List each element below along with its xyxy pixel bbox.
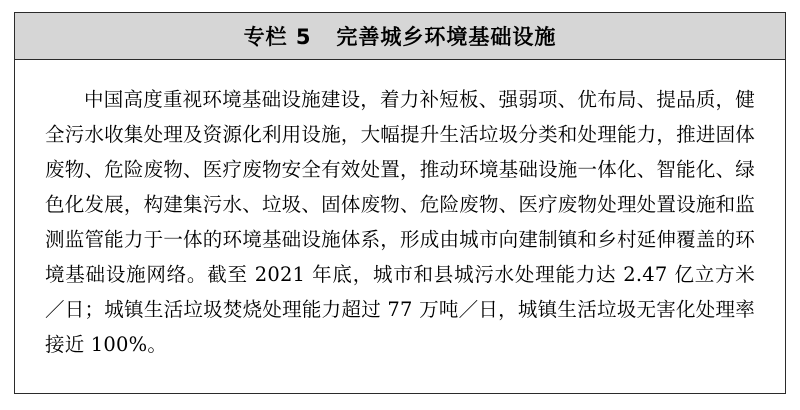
callout-box xyxy=(14,12,786,394)
body-paragraph: 中国高度重视环境基础设施建设，着力补短板、强弱项、优布局、提品质，健全污水收集处理及资源化利用设施，大幅提升生活垃圾分类和处理能力，推进固体废物、危险废物、医疗废物安全有效处置，推动环境基础设施一体化、智能化、绿色化发展，构建集污水、垃圾、固体废物、危险废物、医疗废物处理处置设施和监测监管能力于一体的环境基础设施体系，形成由城市向建制镇和乡村延伸覆盖的环境基础设施网络。截至 2021 年底，城市和县城污水处理能力达 2.47 亿立方米／日；城镇生活垃圾焚烧处理能力超过 77 万吨／日，城镇生活垃圾无害化处理率接近 100%。 xyxy=(45,88,755,356)
callout-box-header xyxy=(15,13,785,60)
callout-box-title: 专栏 5 完善城乡环境基础设施 xyxy=(243,25,557,49)
callout-box-body xyxy=(15,60,785,362)
